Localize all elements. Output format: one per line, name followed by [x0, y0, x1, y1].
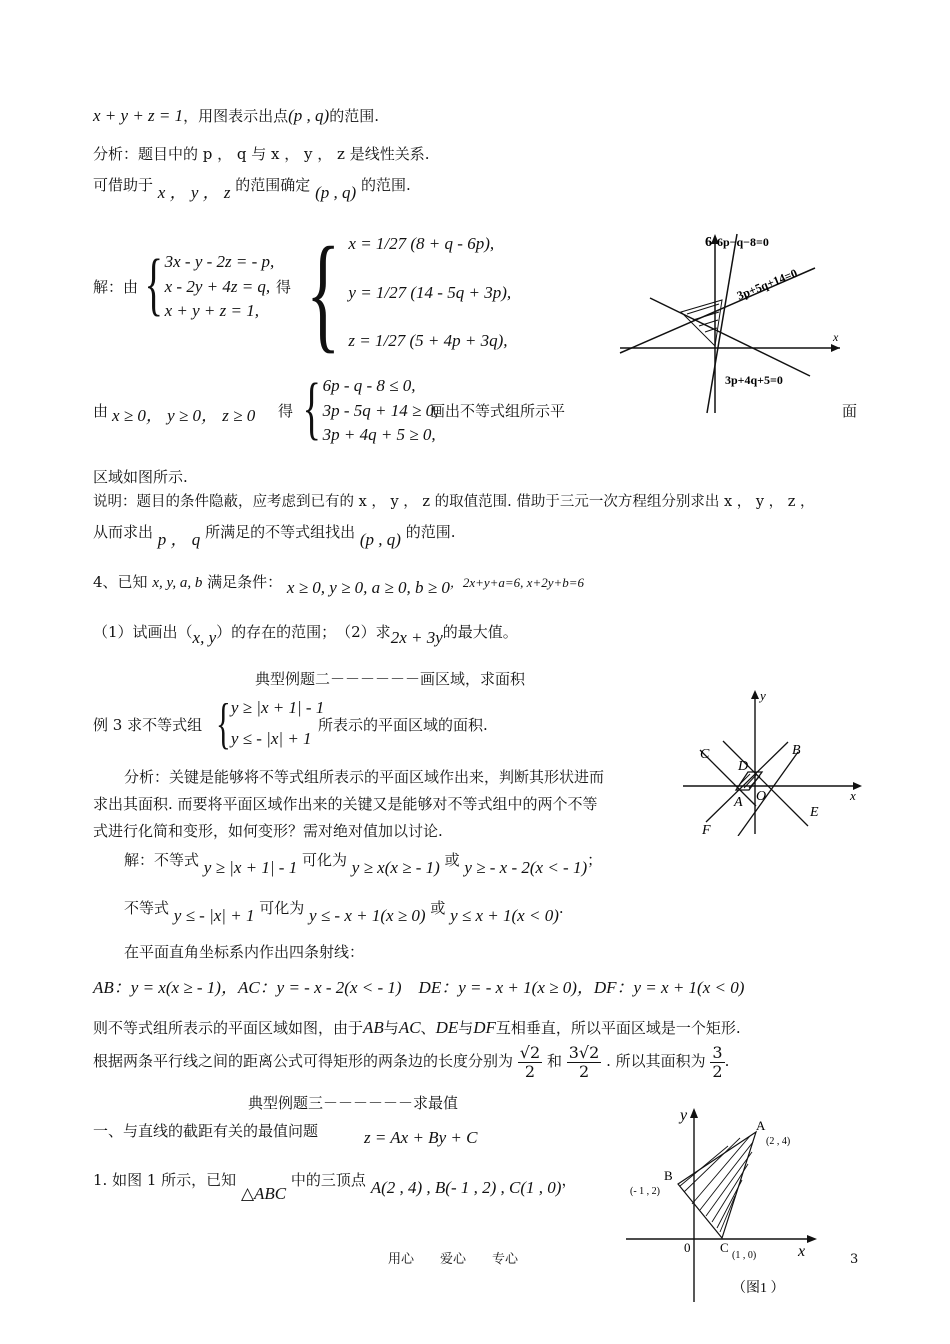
question-1: 1. 如图 1 所示，已知 △ABC 中的三顶点 A(2 , 4) , B(- 1 , 2) , C(1 , 0)， — [93, 1171, 577, 1203]
rays-intro: 在平面直角坐标系内作出四条射线： — [124, 943, 365, 961]
svg-text:6: 6 — [705, 235, 712, 250]
de2-label: 得 — [278, 402, 294, 420]
nonneg-conditions: x ≥ 0， y ≥ 0， z ≥ 0 — [112, 406, 256, 425]
draw-text: 画出不等式组所示平 — [430, 402, 566, 420]
solution-line-1: 解：不等式 y ≥ |x + 1| - 1 可化为 y ≥ x(x ≥ - 1) 或 y ≥ - x - 2(x < - 1)； — [124, 851, 603, 877]
region-line: 区域如图所示. — [93, 468, 188, 486]
figure-1-triangle — [622, 1104, 842, 1304]
line-1: x + y + z = 1，用图表示出点(p , q)的范围. — [93, 106, 379, 125]
equation-system-2: { x = 1/27 (8 + q - 6p), y = 1/27 (14 - 5q + 3p), z = 1/27 (5 + 4p + 3q), — [306, 221, 512, 365]
svg-text:3p+5q+14=0: 3p+5q+14=0 — [734, 265, 800, 303]
svg-text:F: F — [702, 823, 711, 836]
example-3-label: 例 3 求不等式组 — [93, 716, 203, 734]
draw-text-tail: 面 — [842, 402, 858, 420]
svg-text:A: A — [756, 1118, 766, 1133]
svg-text:C: C — [720, 1240, 729, 1255]
line-2: 分析：题目中的 p ， q 与 x ， y ， z 是线性关系. — [93, 145, 430, 163]
example-3-tail: 所表示的平面区域的面积. — [318, 716, 488, 734]
svg-text:x: x — [850, 788, 856, 803]
section-1-heading: 一、与直线的截距有关的最值问题 — [93, 1122, 319, 1140]
note-line-1: 说明：题目的条件隐蔽，应考虑到已有的 x ， y ， z 的取值范围. 借助于三元一次方程组分别求出 x ， y ， z ， — [93, 494, 815, 510]
svg-text:y: y — [760, 688, 766, 703]
analysis-line-2: 求出其面积. 而要将平面区域作出来的关键又是能够对不等式组中的两个不等 — [93, 795, 598, 813]
svg-text:B: B — [792, 743, 801, 758]
solution-label: 解：由 — [93, 278, 139, 296]
svg-text:6p−q−8=0: 6p−q−8=0 — [717, 235, 769, 249]
perpendicular-line: 则不等式组所表示的平面区域如图，由于AB与AC、DE与DF互相垂直，所以平面区域是一个矩形. — [93, 1018, 741, 1037]
section-title-3: 典型例题三－－－－－－求最值 — [248, 1094, 459, 1112]
rays-equations: AB：y = x(x ≥ - 1)，AC：y = - x - 2(x < - 1) DE：y = - x + 1(x ≥ 0)，DF：y = x + 1(x < 0) — [93, 978, 745, 997]
svg-text:B: B — [664, 1168, 673, 1183]
footer-slogan: 用心 爱心 专心 — [388, 1252, 519, 1267]
svg-text:（图1 ）: （图1 ） — [732, 1281, 785, 1296]
objective-function: z = Ax + By + C — [364, 1128, 478, 1147]
analysis-line-3: 式进行化简和变形，如何变形？需对绝对值加以讨论. — [93, 822, 443, 840]
svg-text:x: x — [833, 330, 839, 344]
line-3: 可借助于 x ， y ， z 的范围确定 (p , q) 的范围. — [93, 176, 411, 202]
svg-text:(1 , 0): (1 , 0) — [732, 1250, 757, 1261]
svg-text:(2 , 4): (2 , 4) — [766, 1136, 791, 1147]
de-label: 得 — [276, 278, 292, 296]
question-4: 4、已知 x, y, a, b 满足条件： x ≥ 0, y ≥ 0, a ≥ 0, b ≥ 0，2x+y+a=6, x+2y+b=6 — [93, 573, 585, 597]
figure-rectangle-region — [678, 686, 868, 836]
distance-line: 根据两条平行线之间的距离公式可得矩形的两条边的长度分别为 $\frac{√2}{2}$ 和 $\frac{3√2}{2}$ . 所以其面积为 $\frac{3}{2}$ . — [93, 1043, 730, 1081]
svg-text:0: 0 — [684, 1240, 691, 1255]
solution-line-2: 不等式 y ≤ - |x| + 1 可化为 y ≤ - x + 1(x ≥ 0) 或 y ≤ x + 1(x < 0). — [124, 899, 564, 925]
svg-text:3p+4q+5=0: 3p+4q+5=0 — [725, 373, 783, 387]
svg-text:x: x — [798, 1243, 806, 1260]
note-line-2: 从而求出 p ， q 所满足的不等式组找出 (p , q) 的范围. — [93, 523, 456, 549]
svg-text:A: A — [734, 795, 743, 810]
svg-text:(- 1 , 2): (- 1 , 2) — [630, 1186, 660, 1197]
inequality-system-pq: { 6p - q - 8 ≤ 0, 3p - 5q + 14 ≥ 0, 3p + 4q + 5 ≥ 0, — [302, 370, 439, 447]
analysis-line-1: 分析：关键是能够将不等式组所表示的平面区域作出来，判断其形状进而 — [124, 768, 605, 786]
inequality-system-abs: { y ≥ |x + 1| - 1 y ≤ - |x| + 1 — [216, 693, 325, 755]
svg-text:C: C — [700, 747, 710, 762]
question-4-parts: （1）试画出（x, y）的存在的范围； （2）求2x + 3y的最大值。 — [93, 623, 518, 647]
page-number: 3 — [850, 1252, 859, 1267]
section-title-2: 典型例题二－－－－－－画区域，求面积 — [255, 670, 526, 688]
equation-system-1: { 3x - y - 2z = - p, x - 2y + 4z = q, x + y + z = 1, — [144, 246, 275, 323]
equation-xyz: x + y + z = 1 — [93, 106, 184, 125]
figure-pq-region — [615, 228, 845, 418]
svg-text:E: E — [810, 805, 819, 820]
svg-text:y: y — [680, 1107, 688, 1124]
by-label: 由 — [93, 402, 109, 420]
svg-text:D: D — [738, 759, 749, 774]
svg-text:O: O — [756, 789, 767, 804]
